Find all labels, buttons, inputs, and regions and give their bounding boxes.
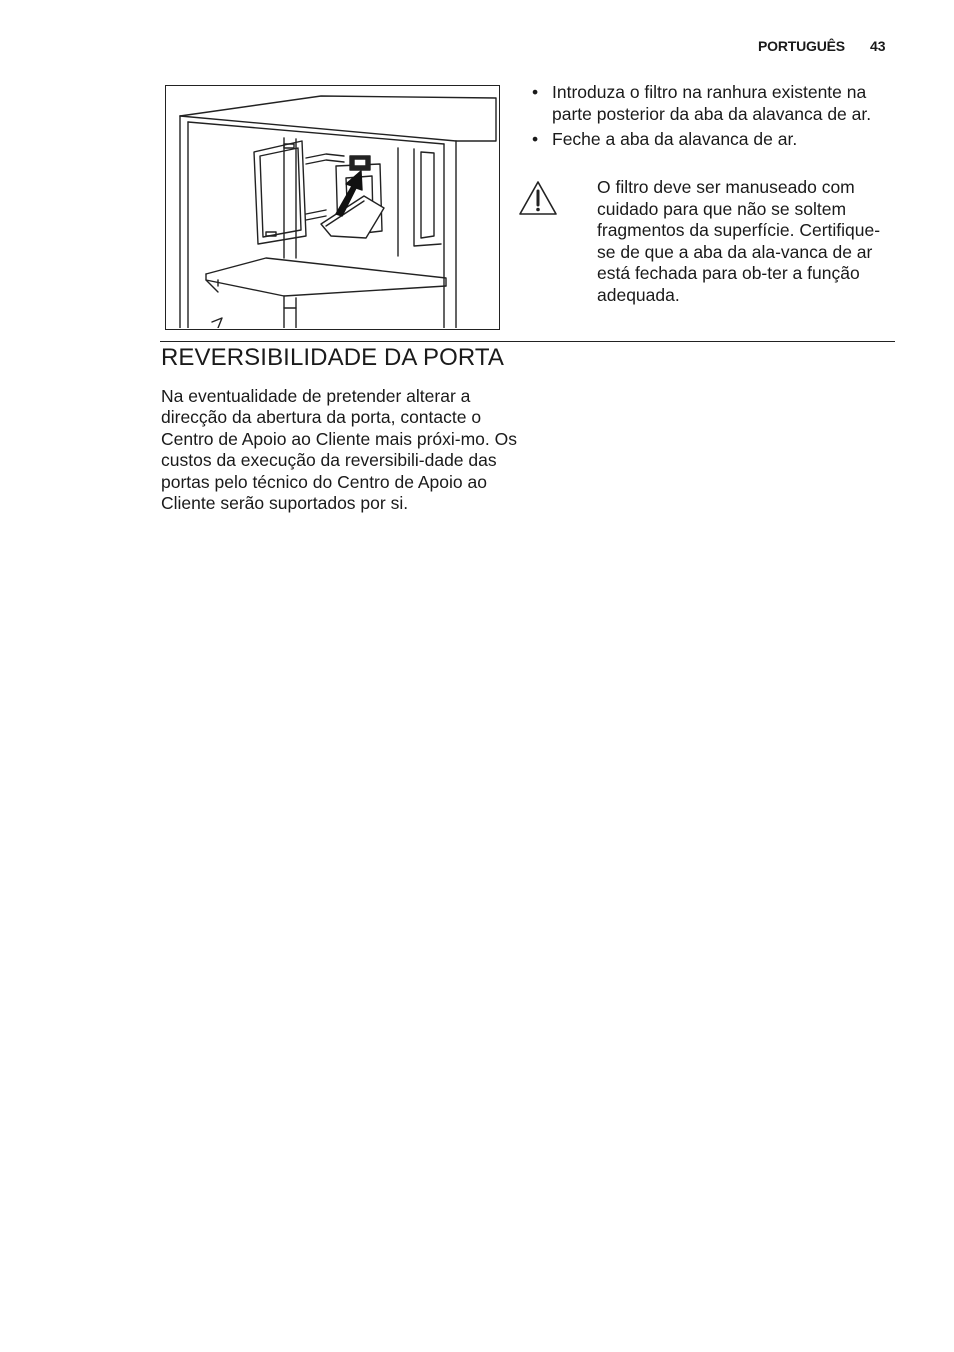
warning-text: O filtro deve ser manuseado com cuidado para que não se soltem fragmentos da superfície. Certifique-se de que a aba da ala-vanca de ar está fechada para ob-ter a função adequada.	[597, 177, 881, 305]
filter-installation-illustration	[165, 85, 500, 330]
section-divider	[160, 341, 895, 342]
section-title: REVERSIBILIDADE DA PORTA	[161, 344, 504, 371]
instruction-item-insert-filter: • Introduza o filtro na ranhura existente na parte posterior da aba da alavanca de ar.	[530, 82, 880, 125]
instruction-item-close-flap: • Feche a aba da alavanca de ar.	[530, 129, 880, 151]
header-language: PORTUGUÊS	[758, 38, 845, 54]
instruction-list	[530, 82, 880, 155]
section-body: Na eventualidade de pretender alterar a direcção da abertura da porta, contacte o Centro de Apoio ao Cliente mais próxi-mo. Os custos da execução da reversibili-dade das portas pelo técnico do Centro de Apoio ao Cliente serão suportados por si.	[161, 386, 517, 514]
warning-triangle-icon	[518, 180, 558, 216]
page-number: 43	[870, 38, 886, 54]
